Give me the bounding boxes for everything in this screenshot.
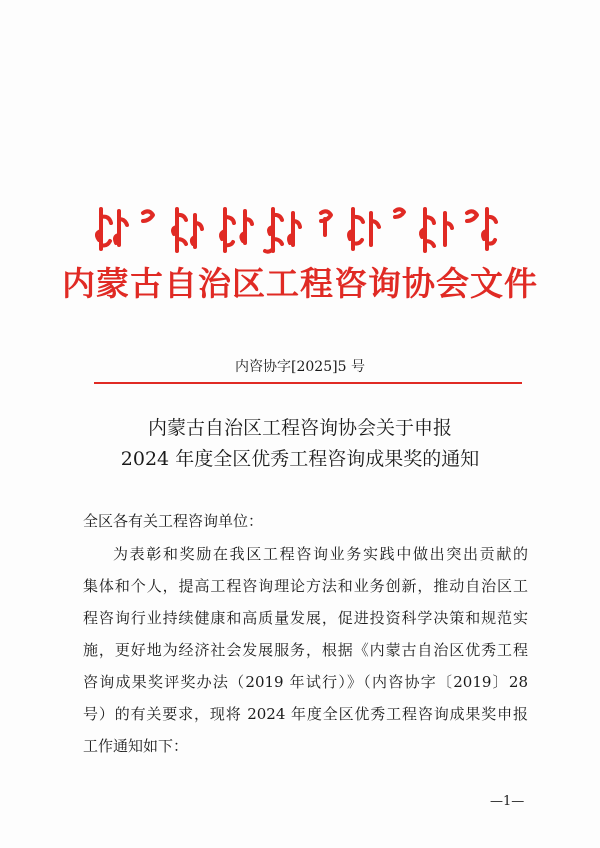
mongolian-script-logo (95, 205, 505, 257)
page-number: —1— (490, 794, 525, 809)
body-line: 为表彰和奖励在我区工程咨询业务实践中做出突出贡献的 (113, 545, 528, 563)
body-line: 集体和个人，提高工程咨询理论方法和业务创新，推动自治区工 (83, 577, 528, 595)
salutation: 全区各有关工程咨询单位： (83, 512, 264, 530)
notice-title-line-1: 内蒙古自治区工程咨询协会关于申报 (147, 417, 452, 439)
body-line: 咨询成果奖评奖办法（2019 年试行）》（内咨协字〔2019〕28 (83, 673, 528, 691)
org-document-title: 内蒙古自治区工程咨询协会文件 (62, 264, 538, 303)
notice-title (0, 413, 600, 475)
body-line: 工作通知如下： (83, 737, 189, 755)
body-paragraph (83, 538, 528, 762)
body-line: 施，更好地为经济社会发展服务，根据《内蒙古自治区优秀工程 (83, 641, 528, 659)
body-line: 号）的有关要求，现将 2024 年度全区优秀工程咨询成果奖申报 (83, 705, 528, 723)
red-divider (94, 382, 522, 384)
document-number: 内咨协字[2025]5 号 (235, 359, 365, 375)
notice-title-line-2: 2024 年度全区优秀工程咨询成果奖的通知 (120, 448, 480, 470)
body-line: 程咨询行业持续健康和高质量发展，促进投资科学决策和规范实 (83, 609, 528, 627)
